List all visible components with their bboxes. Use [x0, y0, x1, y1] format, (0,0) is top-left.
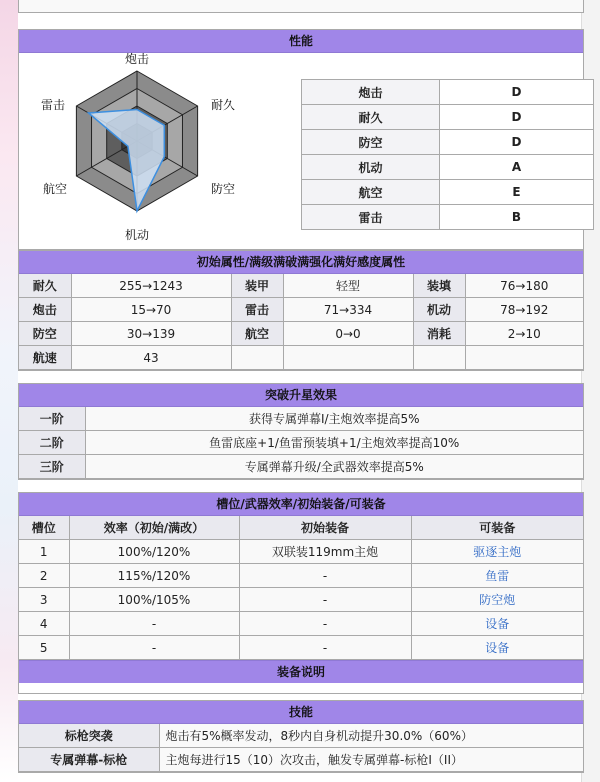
- breakthrough-table: [19, 407, 583, 479]
- attribute-value: [413, 346, 465, 370]
- attribute-value: 0→0: [283, 322, 413, 346]
- skills-header: 技能: [19, 701, 583, 724]
- attribute-label: 耐久: [19, 274, 71, 298]
- attribute-value: 2→10: [465, 322, 583, 346]
- slot-equippable-link[interactable]: 鱼雷: [411, 564, 583, 588]
- skills-section: [18, 700, 584, 773]
- performance-grade-table: [301, 79, 594, 230]
- attribute-row: [19, 322, 583, 346]
- attribute-label: 装甲: [231, 274, 283, 298]
- attribute-label: 消耗: [413, 322, 465, 346]
- slot-number: 5: [19, 636, 69, 660]
- attribute-value: [465, 346, 583, 370]
- breakthrough-effect: 鱼雷底座+1/鱼雷预装填+1/主炮效率提高10%: [85, 431, 583, 455]
- radar-axis-label: 防空: [211, 182, 236, 196]
- slot-efficiency: -: [69, 636, 239, 660]
- attribute-value: 71→334: [283, 298, 413, 322]
- breakthrough-header: 突破升星效果: [19, 384, 583, 407]
- grade-row: [302, 155, 594, 180]
- breakthrough-row: [19, 431, 583, 455]
- skill-description: 炮击有5%概率发动，8秒内自身机动提升30.0%（60%）: [159, 724, 583, 748]
- slot-row: [19, 588, 583, 612]
- slot-number: 1: [19, 540, 69, 564]
- grade-value: D: [440, 80, 594, 105]
- attribute-label: 航速: [19, 346, 71, 370]
- slot-initial-equipment: -: [239, 612, 411, 636]
- slot-number: 4: [19, 612, 69, 636]
- slots-column-header: 效率（初始/满改）: [69, 516, 239, 540]
- grade-label: 耐久: [302, 105, 440, 130]
- page-left-decoration: [0, 0, 18, 782]
- attribute-value: 30→139: [71, 322, 231, 346]
- grade-value: D: [440, 105, 594, 130]
- grade-label: 炮击: [302, 80, 440, 105]
- slot-equippable-link[interactable]: 防空炮: [411, 588, 583, 612]
- performance-section: [18, 29, 584, 250]
- slot-efficiency: 100%/120%: [69, 540, 239, 564]
- grade-row: [302, 180, 594, 205]
- grade-row: [302, 205, 594, 230]
- grade-value: B: [440, 205, 594, 230]
- performance-header: 性能: [19, 30, 583, 53]
- attribute-value: 76→180: [465, 274, 583, 298]
- attribute-label: 防空: [19, 322, 71, 346]
- attribute-row: [19, 298, 583, 322]
- slot-equippable-link[interactable]: 驱逐主炮: [411, 540, 583, 564]
- attribute-value: 15→70: [71, 298, 231, 322]
- slots-column-header: 槽位: [19, 516, 69, 540]
- attribute-value: 255→1243: [71, 274, 231, 298]
- performance-radar-chart: [19, 53, 299, 249]
- slots-table: [19, 516, 583, 660]
- attribute-label: 机动: [413, 298, 465, 322]
- slots-column-header: 可装备: [411, 516, 583, 540]
- attributes-header: 初始属性/满级满破满强化满好感度属性: [19, 251, 583, 274]
- breakthrough-section: [18, 383, 584, 480]
- attribute-label: 雷击: [231, 298, 283, 322]
- slots-header: 槽位/武器效率/初始装备/可装备: [19, 493, 583, 516]
- grade-value: D: [440, 130, 594, 155]
- radar-axis-label: 航空: [43, 182, 68, 196]
- slot-row: [19, 540, 583, 564]
- radar-axis-label: 雷击: [41, 98, 66, 112]
- breakthrough-row: [19, 407, 583, 431]
- slot-equippable-link[interactable]: 设备: [411, 612, 583, 636]
- attribute-value: 轻型: [283, 274, 413, 298]
- grade-label: 机动: [302, 155, 440, 180]
- slots-section: [18, 492, 584, 694]
- breakthrough-effect: 获得专属弹幕I/主炮效率提高5%: [85, 407, 583, 431]
- grade-row: [302, 80, 594, 105]
- grade-value: E: [440, 180, 594, 205]
- attributes-table: [19, 274, 583, 370]
- slot-row: [19, 564, 583, 588]
- slot-row: [19, 636, 583, 660]
- slot-efficiency: -: [69, 612, 239, 636]
- breakthrough-row: [19, 455, 583, 479]
- grade-row: [302, 130, 594, 155]
- skill-name: 标枪突袭: [19, 724, 159, 748]
- grade-label: 雷击: [302, 205, 440, 230]
- attribute-value: [283, 346, 413, 370]
- breakthrough-stage: 三阶: [19, 455, 85, 479]
- radar-axis-label: 炮击: [124, 53, 150, 66]
- slot-initial-equipment: -: [239, 564, 411, 588]
- skills-table: [19, 724, 583, 772]
- slot-efficiency: 115%/120%: [69, 564, 239, 588]
- grade-label: 航空: [302, 180, 440, 205]
- attribute-value: [231, 346, 283, 370]
- slots-column-header: 初始装备: [239, 516, 411, 540]
- skill-name: 专属弹幕-标枪: [19, 748, 159, 772]
- slot-efficiency: 100%/105%: [69, 588, 239, 612]
- attribute-value: 78→192: [465, 298, 583, 322]
- slot-initial-equipment: -: [239, 588, 411, 612]
- slots-header-row: [19, 516, 583, 540]
- radar-axis-label: 耐久: [211, 98, 236, 112]
- attribute-value: 43: [71, 346, 231, 370]
- attribute-label: 炮击: [19, 298, 71, 322]
- skill-row: [19, 724, 583, 748]
- grade-row: [302, 105, 594, 130]
- breakthrough-effect: 专属弹幕升级/全武器效率提高5%: [85, 455, 583, 479]
- previous-section-remnant: [18, 0, 584, 13]
- attribute-row: [19, 274, 583, 298]
- attribute-row: [19, 346, 583, 370]
- slot-number: 2: [19, 564, 69, 588]
- attributes-section: [18, 250, 584, 371]
- grade-label: 防空: [302, 130, 440, 155]
- slot-initial-equipment: -: [239, 636, 411, 660]
- skill-row: [19, 748, 583, 772]
- skill-description: 主炮每进行15（10）次攻击，触发专属弹幕-标枪I（II）: [159, 748, 583, 772]
- attribute-label: 装填: [413, 274, 465, 298]
- grade-value: A: [440, 155, 594, 180]
- breakthrough-stage: 一阶: [19, 407, 85, 431]
- equipment-notes-header[interactable]: 装备说明: [19, 660, 583, 683]
- attribute-label: 航空: [231, 322, 283, 346]
- breakthrough-stage: 二阶: [19, 431, 85, 455]
- radar-axis-label: 机动: [124, 228, 150, 242]
- slot-number: 3: [19, 588, 69, 612]
- slot-equippable-link[interactable]: 设备: [411, 636, 583, 660]
- slot-initial-equipment: 双联装119mm主炮: [239, 540, 411, 564]
- slot-row: [19, 612, 583, 636]
